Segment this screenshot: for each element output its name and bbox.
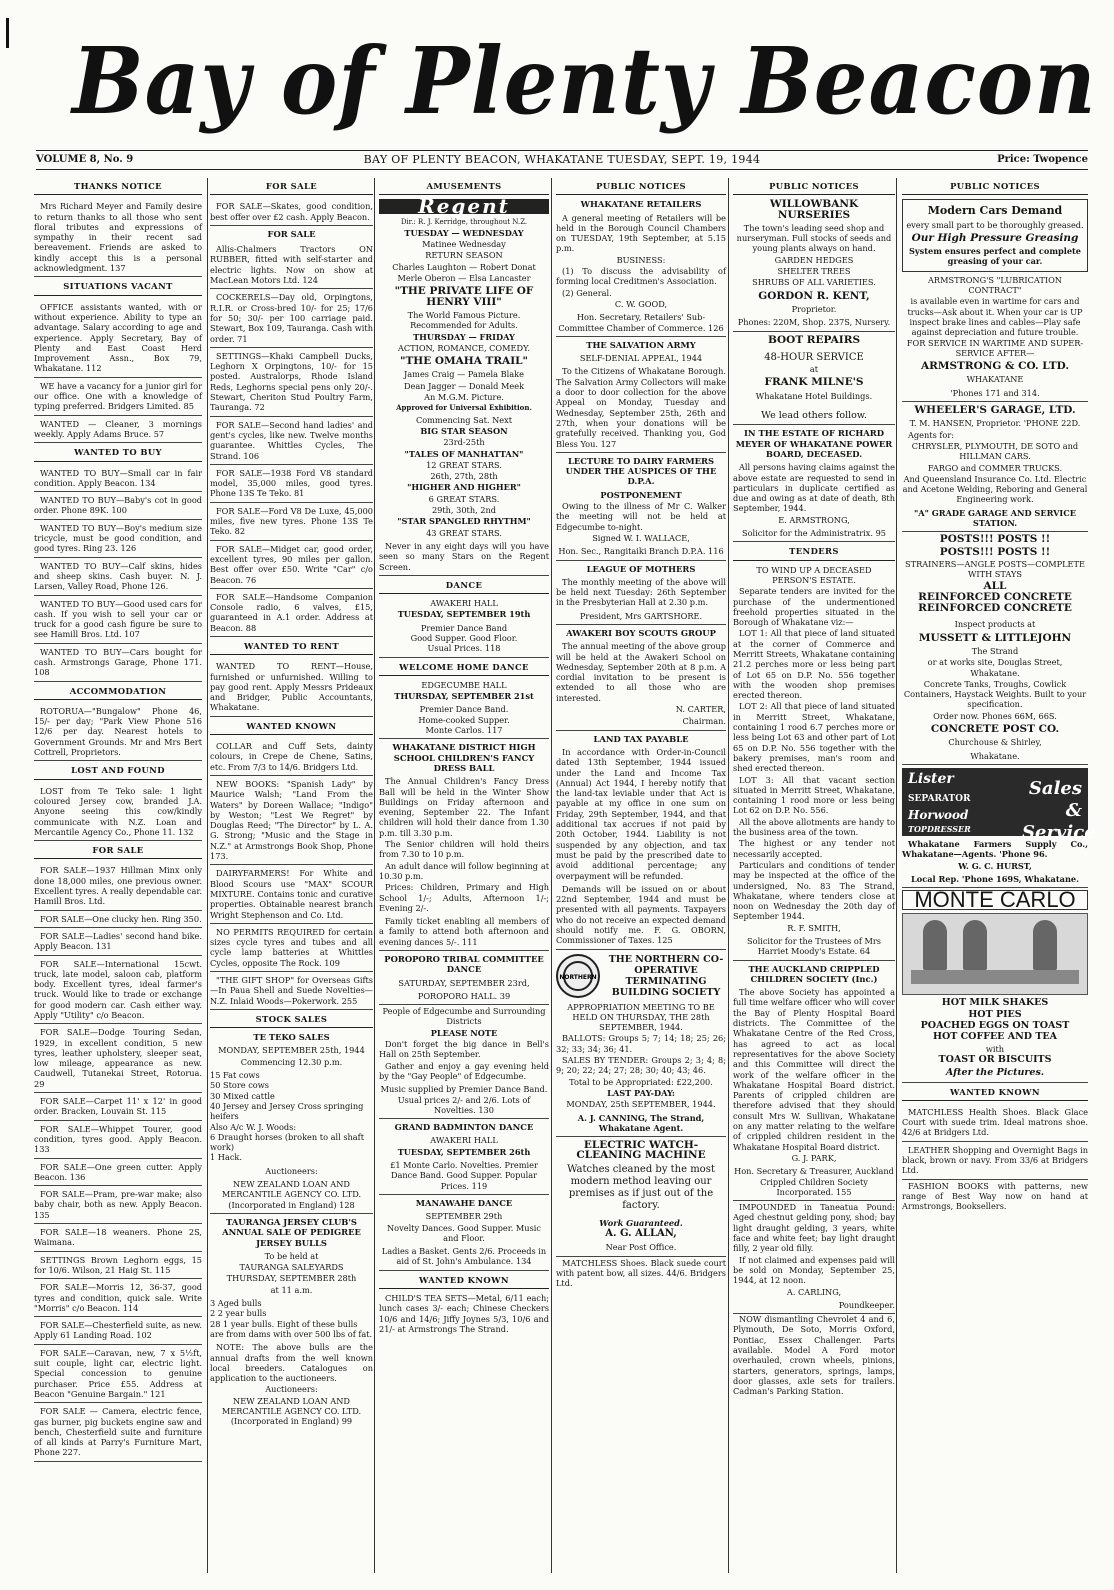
section-heading: TENDERS <box>733 543 895 560</box>
cafe-illustration <box>902 913 1088 995</box>
text-line: EDGECUMBE HALL <box>421 679 507 690</box>
column-6 <box>902 178 1096 1573</box>
subheading: TE TEKO SALES <box>253 1032 330 1043</box>
subheading: POROPORO TRIBAL COMMITTEE DANCE <box>384 954 544 975</box>
auctioneer-name: NEW ZEALAND LOAN AND MERCANTILE AGENCY CO. LTD. (Incorporated in England) 99 <box>221 1395 362 1427</box>
building-society-name: THE NORTHERN CO-OPERATIVE TERMINATING BUILDING SOCIETY <box>608 953 724 998</box>
classified-ad: WANTED TO BUY—Small car in fair condition. Apply Beacon. 134 <box>34 466 202 493</box>
subheading: MANAWAHE DANCE <box>415 1197 513 1208</box>
text-line: Approved for Universal Exhibition. <box>396 403 532 413</box>
text-line: TAURANGA SALEYARDS <box>239 1262 344 1273</box>
text-line: POSTS!!! POSTS !! <box>939 545 1051 558</box>
subheading: CONCRETE POST CO. <box>930 723 1060 736</box>
classified-ad: FOR SALE—Caravan, new, 7 x 5½ft, suit couple, light car, electric light. Special concession to genuine purchaser. Price £55. Address at Beacon "Genuine Bargain." 121 <box>34 1346 202 1403</box>
subheading: IN THE ESTATE OF RICHARD MEYER OF WHAKATANE POWER BOARD, DECEASED. <box>735 428 893 459</box>
text-line: THURSDAY, SEPTEMBER 28th <box>226 1273 357 1284</box>
sale-list: 3 Aged bulls 2 2 year bulls 28 1 year bulls. Eight of these bulls are from dams with over 500 lbs of fat. <box>210 1298 373 1339</box>
text-para: An adult dance will follow beginning at 10.30 p.m. <box>379 860 549 881</box>
text-line: 26th, 27th, 28th <box>430 471 498 482</box>
text-para: Premier Dance Band. Home-cooked Supper. Monte Carlos. 117 <box>379 702 549 739</box>
classified-ad: FOR SALE — Camera, electric fence, gas burner, pig buckets engine saw and bench, Chesterfield suite and furniture of all kinds at Parry's Furniture Mart, Phone 227. <box>34 1404 202 1461</box>
classified-ad: NO PERMITS REQUIRED for certain sizes cycle tyres and tubes and all cycle lamp batteries at Whittles Cycles, opposite The Rock. 109 <box>210 925 373 972</box>
subheading: LEAGUE OF MOTHERS <box>586 563 696 574</box>
text-line: President, Mrs GARTSHORE. <box>556 609 726 625</box>
text-line: Near Post Office. <box>556 1240 726 1256</box>
text-line: SHELTER TREES <box>777 266 851 277</box>
classified-ad: FOR SALE—Pram, pre-war make; also baby chair, both as new. Apply Beacon. 135 <box>34 1187 202 1224</box>
text-para: Whakatane Farmers Supply Co., Whakatane—Agents. 'Phone 96. <box>902 838 1088 860</box>
text-para: The highest or any tender not necessarily accepted. <box>733 838 895 859</box>
classified-ad: FOR SALE—Carpet 11' x 12' in good order. Bracken, Louvain St. 115 <box>34 1094 202 1121</box>
text-line: SELF-DENIAL APPEAL, 1944 <box>579 353 703 364</box>
text-line: CHRYSLER, PLYMOUTH, DE SOTO and HILLMAN CARS. <box>911 440 1079 462</box>
text-line: T. M. HANSEN, Proprietor. 'PHONE 22D. <box>909 418 1081 429</box>
text-para: The above Society has appointed a full time welfare officer who will cover the Bay of Plenty Hospital Board districts. The Committee of the Whakatane Centre of the Red Cross, has agreed to act as local representatives for the above Society and this Committee will direct the work of the welfare officer in the Whakatane Hospital Board district. Parents of crippled children are therefore advised that they should consult Mrs W. Sullivan, Whakatane on any matter relating to the welfare of crippled children resident in the Whakatane Hospital Board district. <box>733 987 895 1152</box>
text-para: APPROPRIATION MEETING TO BE HELD ON THURSDAY, THE 28th SEPTEMBER, 1944. <box>567 1001 715 1033</box>
text-line: Local Rep. 'Phone 169S, Whakatane. <box>902 872 1088 888</box>
text-line: REINFORCED CONCRETE <box>918 590 1072 603</box>
text-line: TUESDAY, SEPTEMBER 19th <box>397 609 531 620</box>
classified-ad: WANTED TO RENT—House, furnished or unfurnished. Willing to pay good rent. Apply Messrs Prideaux and Bridger, Public Accountants, Whakatane. <box>210 659 373 716</box>
subheading: TAURANGA JERSEY CLUB'S ANNUAL SALE OF PEDIGREE JERSEY BULLS <box>222 1216 361 1248</box>
classified-ad: COCKERELS—Day old, Orpingtons, R.I.R. or Cross-bred 10/- for 25; 17/6 for 50; 30/- per 100 carriage paid. Stewart, Box 109, Tauranga. Cash with order. 71 <box>210 290 373 347</box>
classified-ad: MATCHLESS Health Shoes. Black Glace Court with suede trim. Ideal matrons shoe. 42/6 at Bridgers Ltd. <box>902 1105 1088 1142</box>
text-line: SATURDAY, SEPTEMBER 23rd, <box>398 977 530 988</box>
section-heading: THANKS NOTICE <box>34 178 202 195</box>
dateline-center: BAY OF PLENTY BEACON, WHAKATANE TUESDAY, SEPT. 19, 1944 <box>363 153 761 166</box>
text-line: POROPORO HALL. 39 <box>379 989 549 1005</box>
subheading: LECTURE TO DAIRY FARMERS UNDER THE AUSPICES OF THE D.P.A. <box>565 455 717 487</box>
text-para: Never in any eight days will you have seen so many Stars on the Regent Screen. <box>379 539 549 576</box>
text-line: BUSINESS: <box>616 254 666 265</box>
classified-ad: FOR SALE—1938 Ford V8 standard model, 35,000 miles, good tyres. Phone 13S Te Teko. 81 <box>210 466 373 503</box>
subheading: FOR SALE <box>267 228 316 239</box>
section-heading: STOCK SALES <box>210 1011 373 1028</box>
section-heading: WANTED KNOWN <box>902 1084 1088 1101</box>
text-line: Matinee Wednesday <box>422 239 506 250</box>
column-3 <box>379 178 549 1573</box>
classified-ad: ROTORUA—"Bungalow" Phone 46, 15/- per day; "Park View Phone 516 12/6 per day. Nearest hotels to Government Grounds. Mr and Mrs Bert Cottrell, Proprietors. <box>34 704 202 761</box>
classified-ad: SETTINGS Brown Leghorn eggs, 15 for 10/6. Wilson, 21 Haig St. 115 <box>34 1253 202 1280</box>
classified-ad: FOR SALE—Morris 12, 36-37, good tyres and condition, quick sale. Write "Morris" c/o Beacon. 114 <box>34 1280 202 1317</box>
text-line: SEPARATOR <box>908 793 971 804</box>
text-line: Solicitor for the Administratrix. 95 <box>733 526 895 542</box>
text-para: Family ticket enabling all members of a family to attend both afternoon and evening dances 5/-. 111 <box>379 914 549 951</box>
subheading: WILLOWBANK NURSERIES <box>769 198 859 221</box>
text-line: every small part to be thoroughly greased. <box>906 219 1084 230</box>
text-line: Dir.: R. J. Kerridge, throughout N.Z. <box>400 217 528 226</box>
text-line: Hon. Secretary, Retailers' Sub-Committee Chamber of Commerce. 126 <box>556 310 726 337</box>
text-line: Proprietor. <box>791 303 837 314</box>
subheading: FRANK MILNE'S <box>764 376 864 389</box>
price: Price: Twopence <box>997 154 1088 165</box>
text-line: AWAKERI HALL <box>430 598 498 609</box>
film-title: "HIGHER AND HIGHER" <box>407 482 521 493</box>
text-line: After the Pictures. <box>902 1066 1088 1082</box>
note: NOTE: The above bulls are the annual drafts from the well known local breeders. Catalogues on application to the auctioneers. <box>210 1342 373 1384</box>
classified-ad: FOR SALE—1937 Hillman Minx only done 18,000 miles, one previous owner. Excellent tyres. A really dependable car. Hamill Bros. Ltd. <box>34 863 202 910</box>
section-heading: WANTED KNOWN <box>379 1272 549 1289</box>
northern-logo-text: NORTHERN <box>559 973 597 981</box>
section-heading: WANTED KNOWN <box>210 718 373 735</box>
text-line: System ensures perfect and complete greasing of your car. <box>908 246 1082 267</box>
text-line: at <box>809 364 819 375</box>
subheading: LAND TAX PAYABLE <box>593 733 689 744</box>
text-para: Premier Dance Band Good Supper. Good Floor. Usual Prices. 118 <box>379 621 549 658</box>
classified-ad: FOR SALE—Whippet Tourer, good condition, tyres good. Apply Beacon. 133 <box>34 1122 202 1159</box>
classified-ad: CHILD'S TEA SETS—Metal, 6/11 each; lunch cases 3/- each; Chinese Checkers 10/6 and 14/6; Jiffy Joynes 5/3, 10/6 and 21/- at Armstrongs The Strand. <box>379 1293 549 1334</box>
column-2 <box>210 178 373 1573</box>
classified-ad: FOR SALE—Ladies' second hand bike. Apply Beacon. 131 <box>34 929 202 956</box>
classified-ad: FOR SALE—International 15cwt. truck, late model, saloon cab, platform body. Excellent tyres, ideal farmer's truck. Would like to trade or exchange for good modern car. Cash either way. Apply "Utility" c/o Beacon. <box>34 957 202 1025</box>
text-line: C. W. GOOD, <box>614 298 668 309</box>
figure-illustration <box>923 920 947 970</box>
film-title: "TALES OF MANHATTAN" <box>404 448 524 459</box>
lister-ad-graphic <box>902 768 1096 843</box>
text-line: HOT PIES <box>968 1008 1022 1020</box>
text-line: Order now. Phones 66M, 66S. <box>933 710 1057 721</box>
subheading: WHAKATANE RETAILERS <box>580 199 702 210</box>
text-line: James Craig — Pamela Blake <box>404 369 524 380</box>
text-para: Concrete Tanks, Troughs, Cowlick Containers, Haystack Weights. Built to your specification. <box>903 678 1087 710</box>
text-line: AWAKERI HALL <box>430 1135 498 1146</box>
masthead-title: Bay of Plenty Beacon <box>72 27 1097 135</box>
text-line: Whakatane. <box>902 749 1088 765</box>
text-line: Our High Pressure Greasing <box>911 231 1079 244</box>
dateline <box>36 150 1088 170</box>
text-line: THURSDAY, SEPTEMBER 21st <box>394 691 534 702</box>
classified-ad: WANTED TO BUY—Good used cars for cash. If you wish to sell your car or truck for a good cash figure be sure to see Hamill Bros. Ltd. 107 <box>34 597 202 644</box>
text-line: E. ARMSTRONG, <box>778 514 850 525</box>
text-line: with <box>985 1043 1005 1054</box>
subheading: BOOT REPAIRS <box>767 333 861 346</box>
film-title: "THE PRIVATE LIFE OF HENRY VIII" <box>394 285 534 308</box>
text-line: RETURN SEASON <box>425 250 503 261</box>
classified-ad: WE have a vacancy for a junior girl for our office. One with a knowledge of typing preferred. Bridgers Limited. 85 <box>34 379 202 416</box>
text-para: In accordance with Order-in-Council dated 13th September, 1944 issued under the Land and Income Tax (Annual) Act 1944, I hereby notify that the land-tax leviable under that Act is payable at my office in one sum on Friday, 29th September, 1944, and that additional tax accrues if not paid by 20th October, 1944. Liability is not suspended by any objection, and tax must be paid by the prescribed date to avoid additional percentage; any overpayment will be refunded. <box>556 746 726 881</box>
classified-ad: NOW dismantling Chevrolet 4 and 6, Plymouth, De Soto, Morris Oxford, Pontiac, Essex Challenger. Parts available. Model A Ford motor overhauled, crown wheels, pinions, starters, generators, springs, lamps, door glasses, axle sets for trailers. Cadman's Parking Station. <box>733 1314 895 1397</box>
armstrong-ad <box>902 199 1088 271</box>
text-line: Phones: 220M, Shop. 237S, Nursery. <box>733 315 895 331</box>
text-line: The Strand <box>971 645 1019 656</box>
text-para: £1 Monte Carlo. Novelties. Premier Dance Band. Good Supper. Popular Prices. 119 <box>379 1158 549 1195</box>
text-line: REINFORCED CONCRETE <box>918 602 1072 615</box>
masthead <box>30 22 1097 140</box>
text-line: An M.G.M. Picture. <box>424 392 504 403</box>
subheading: WHAKATANE DISTRICT HIGH SCHOOL CHILDREN'S FANCY DRESS BALL <box>392 742 536 773</box>
text-line: ARMSTRONG & CO. LTD. <box>920 360 1070 373</box>
section-heading: FOR SALE <box>210 178 373 195</box>
column-5 <box>733 178 895 1573</box>
building-society-logo <box>556 954 726 998</box>
text-line: MUSSETT & LITTLEJOHN <box>918 631 1072 644</box>
text-line: Work Guaranteed. <box>599 1217 683 1228</box>
text-line: Chairman. <box>556 714 726 730</box>
classified-ad: FOR SALE—One clucky hen. Ring 350. <box>34 912 202 928</box>
text-para: The Annual Children's Fancy Dress Ball will be held in the Winter Show Buildings on Friday afternoon and evening, September 22. The Infant children will hold their dance from 1.30 p.m. till 3.30 p.m. <box>379 776 549 838</box>
subheading: GORDON R. KENT, <box>758 289 870 302</box>
text-line: To be held at <box>264 1250 319 1261</box>
classified-ad: FOR SALE—Chesterfield suite, as new. Apply 61 Landing Road. 102 <box>34 1318 202 1345</box>
text-line: TUESDAY, SEPTEMBER 26th <box>397 1146 531 1157</box>
classified-ad: WANTED TO BUY—Cars bought for cash. Armstrongs Garage, Phone 171. 108 <box>34 645 202 682</box>
text-line: BIG STAR SEASON <box>420 425 508 436</box>
text-line: Inspect products at <box>954 619 1036 630</box>
text-line: A. CARLING, <box>786 1286 842 1297</box>
classified-ad: WANTED — Cleaner, 3 mornings weekly. Apply Adams Bruce. 57 <box>34 417 202 444</box>
text-para: Don't forget the big dance in Bell's Hall on 25th September. <box>379 1039 549 1060</box>
monte-carlo-title: MONTE CARLO <box>902 890 1088 910</box>
text-para: And Queensland Insurance Co. Ltd. Electric and Acetone Welding, Reboring and General Engineering work. <box>902 473 1088 505</box>
text-para: The annual meeting of the above group will be held at the Awakeri School on Wednesday, September 20th at 8 p.m. A cordial invitation to be present is extended to all those who are interested. <box>556 641 726 703</box>
section-heading: ACCOMMODATION <box>34 683 202 700</box>
subheading: GRAND BADMINTON DANCE <box>394 1122 534 1133</box>
text-line: POACHED EGGS ON TOAST <box>920 1020 1070 1032</box>
section-heading: WANTED TO BUY <box>34 444 202 461</box>
section-heading: WELCOME HOME DANCE <box>379 659 549 676</box>
text-line: THURSDAY — FRIDAY <box>413 331 515 342</box>
text-line: TOPDRESSER <box>908 823 971 834</box>
text-para: LOT 3: All that vacant section situated in Merritt Street, Whakatane, containing 1 rood more or less being Lot 62 on D.P. No. 556. <box>733 774 895 816</box>
text-para: If not claimed and expenses paid will be sold on Monday, September 25, 1944, at 12 noon. <box>733 1254 895 1286</box>
text-para: Separate tenders are invited for the purchase of the undermentioned freehold properties situated in the Borough of Whakatane viz:— <box>733 586 895 628</box>
text-para: Prices: Children, Primary and High School 1/-; Adults, Afternoon 1/-; Evening 2/-. <box>379 882 549 913</box>
classified-ad: FOR SALE—Dodge Touring Sedan, 1929, in excellent condition, 5 new tyres, leather upholstery, sleeper seat, low mileage, appearance as new. Caudwell, Tutanekai Street, Rotorua. 29 <box>34 1025 202 1093</box>
classified-ad: FOR SALE—One green cutter. Apply Beacon. 136 <box>34 1160 202 1187</box>
text-para: LOT 2: All that piece of land situated in Merritt Street, Whakatane, containing 1 rood 6.7 perches more or less being Lot 63 and other part of Lot 65 on D.P. No. 556 together with the bakery premises, man's room and shed erected thereon. <box>733 701 895 774</box>
column-1 <box>34 178 202 1573</box>
lister-logo: Lister <box>908 770 954 787</box>
classified-ad: FOR SALE—Skates, good condition, best offer over £2 cash. Apply Beacon. <box>210 199 373 226</box>
section-heading: FOR SALE <box>34 842 202 859</box>
text-line: 'Phones 171 and 314. <box>902 386 1088 402</box>
classified-ad: FOR SALE—Ford V8 De Luxe, 45,000 miles, five new tyres. Phone 13S Te Teko. 82 <box>210 504 373 541</box>
sale-time: Commencing 12.30 p.m. <box>240 1056 343 1067</box>
text-line: ARMSTRONG'S "LUBRICATION CONTRACT" <box>928 274 1062 296</box>
text-para: Particulars and conditions of tender may be inspected at the office of the undersigned, No. 83 The Strand, Whakatane, where tenders close at noon on Wednesday the 20th day of September 1944. <box>733 859 895 922</box>
auctioneers-label: Auctioneers: <box>265 1384 318 1395</box>
sale-list: 15 Fat cows 50 Store cows 30 Mixed cattle 40 Jersey and Jersey Cross springing heifers Also A/c W. J. Woods: 6 Draught horses (broken to all shaft work) 1 Hack. <box>210 1070 364 1163</box>
classified-ad: Allis-Chalmers Tractors ON RUBBER, fitted with self-starter and electric lights. Now on show at MacLean Motors Ltd. 124 <box>210 242 373 289</box>
text-line: Churchouse & Shirley, <box>948 737 1042 748</box>
classified-ad: LOST from Te Teko sale: 1 light coloured Jersey cow, branded J.A. Anyone seeing this cow/kindly communicate with N.Z. Loan and Mercantile Agency Co., Phone 11. 132 <box>34 784 202 841</box>
text-para: To the Citizens of Whakatane Borough. The Salvation Army Collectors will make a door to door collection for the above Appeal on Monday, Tuesday and Wednesday, September 25th, 26th and 27th, when your donations will be gratefully received. Thanking you, God Bless You. 127 <box>556 364 726 452</box>
text-para: Music supplied by Premier Dance Band. Usual prices 2/- and 2/6. Lots of Novelties. 130 <box>379 1082 549 1119</box>
text-para: Novelty Dances. Good Supper. Music and Floor. <box>387 1222 541 1243</box>
text-line: HOT MILK SHAKES <box>941 997 1049 1009</box>
text-para: BALLOTS: Groups 5; 7; 14; 18; 25; 26; 32; 33; 34; 36; 41. <box>556 1033 726 1054</box>
text-para: Owing to the illness of Mr C. Walker the meeting will not be held at Edgecumbe to-night. <box>556 501 726 532</box>
thanks-notice: Mrs Richard Meyer and Family desire to return thanks to all those who sent floral tributes and expressions of sympathy in their recent sad bereavement. Friends are asked to kindly accept this is a personal acknowledgment. 137 <box>34 199 202 277</box>
text-line: N. CARTER, <box>675 704 726 715</box>
text-line: MONDAY, 25th SEPTEMBER, 1944. <box>566 1099 716 1110</box>
horwood-logo: Horwood <box>908 807 969 822</box>
text-line: 43 GREAT STARS. <box>426 527 502 538</box>
text-para: A general meeting of Retailers will be held in the Borough Council Chambers on TUESDAY, 19th September, at 5.15 p.m. <box>556 212 726 254</box>
text-line: or at works site, Douglas Street, Whakatane. <box>927 657 1063 678</box>
section-heading: PUBLIC NOTICES <box>902 178 1088 195</box>
text-line: SEPTEMBER 29th <box>425 1211 503 1222</box>
classified-ad: LEATHER Shopping and Overnight Bags in black, brown or navy. From 33/6 at Bridgers Ltd. <box>902 1143 1088 1180</box>
text-line: W. G. C. HURST, <box>958 860 1032 871</box>
text-line: TUESDAY — WEDNESDAY <box>404 227 524 238</box>
text-line: SHRUBS OF ALL VARIETIES. <box>752 277 876 288</box>
text-line: Dean Jagger — Donald Meek <box>403 380 525 391</box>
section-heading: WANTED TO RENT <box>210 638 373 655</box>
sale-date: MONDAY, SEPTEMBER 25th, 1944 <box>218 1045 365 1056</box>
text-line: HOT COFFEE AND TEA <box>932 1031 1058 1043</box>
text-line: WHAKATANE <box>966 374 1024 385</box>
classified-ad: SETTINGS—Khaki Campbell Ducks, Leghorn X Orpingtons, 10/- for 15 posted. Australorps, Rhode Island Reds, Leghorns special pens only 20/-. Stewart, Cheriton Stud Poultry Farm, Tauranga. 72 <box>210 349 373 417</box>
text-line: Poundkeeper. <box>733 1298 895 1314</box>
text-line: POSTPONEMENT <box>600 489 682 500</box>
text-line: 12 GREAT STARS. <box>426 459 502 470</box>
text-line: Merle Oberon — Elsa Lancaster <box>397 273 531 284</box>
text-para: The Senior children will hold theirs from 7.30 to 10 p.m. <box>379 839 549 860</box>
text-line: 48-HOUR SERVICE <box>764 351 864 363</box>
classified-ad: "THE GIFT SHOP" for Overseas Gifts—In Paua Shell and Suede Novelties—N.Z. Inlaid Woods—Pokerwork. 255 <box>210 973 373 1010</box>
column-4 <box>556 178 726 1573</box>
text-line: ALL <box>983 579 1007 592</box>
text-line: Hon. Sec., Rangitaiki Branch D.P.A. 116 <box>556 544 726 560</box>
text-para: (2) General. <box>562 287 612 298</box>
text-line: Total to be Appropriated: £22,200. <box>569 1076 713 1087</box>
text-line: Hon. Secretary & Treasurer, Auckland Crippled Children Society Incorporated. 155 <box>733 1164 895 1201</box>
text-para: SALES BY TENDER: Groups 2; 3; 4; 8; 9; 20; 22; 24; 27; 28; 30; 40; 43; 46. <box>556 1055 726 1076</box>
film-title: "STAR SPANGLED RHYTHM" <box>397 516 531 527</box>
subheading: WHEELER'S GARAGE, LTD. <box>914 404 1076 417</box>
text-line: People of Edgecumbe and Surrounding Districts <box>382 1006 546 1027</box>
text-para: The monthly meeting of the above will be held next Tuesday: 26th September in the Presbyterian Hall at 2.30 p.m. <box>556 576 726 608</box>
classified-ad: FOR SALE—Midget car, good order, excellent tyres, 90 miles per gallon. Best offer over £50. Write "Car" c/o Beacon. 76 <box>210 542 373 589</box>
auctioneers-label: Auctioneers: <box>265 1165 318 1176</box>
text-para: Ladies a Basket. Gents 2/6. Proceeds in aid of St. John's Ambulance. 134 <box>379 1244 549 1271</box>
text-line: R. F. SMITH, <box>787 922 841 933</box>
classified-ad: IMPOUNDED in Taneatua Pound: Aged chestnut gelding pony, shod; bay light draught gelding, 3 years, white face and white feet; bay light draught filly, 2 year old filly. <box>733 1202 895 1254</box>
text-line: A. J. CANNING, The Strand, Whakatane Agent. <box>556 1111 726 1138</box>
text-para: LOT 1: All that piece of land situated at the corner of Commerce and Merritt Streets, Whakatane containing 21.2 perches more or less being part of Lot 65 on D.P. No. 556 together with the wooden shop premises erected thereon. <box>733 628 895 701</box>
classified-ad: OFFICE assistants wanted, with or without experience. Ability to type an advantage. Salary according to age and experience. Apply Secretary, Bay of Plenty and East Coast Herd Improvement Assn., Box 79, Whakatane. 112 <box>34 300 202 378</box>
classified-ad: WANTED TO BUY—Calf skins, hides and sheep skins. Cash buyer. N. J. Larsen, Valley Road, Phone 126. <box>34 559 202 596</box>
text-line: A. G. ALLAN, <box>605 1228 677 1240</box>
subheading: THE AUCKLAND CRIPPLED CHILDREN SOCIETY (Inc.) <box>748 963 880 984</box>
section-heading: DANCE <box>379 577 549 594</box>
text-line: 29th, 30th, 2nd <box>431 505 497 516</box>
auctioneer-name: NEW ZEALAND LOAN AND MERCANTILE AGENCY CO. LTD. (Incorporated in England) 128 <box>210 1177 373 1214</box>
classified-ad: NEW BOOKS: "Spanish Lady" by Maurice Walsh; "Land From the Waters" by Doreen Wallace; "Indigo" by Weston; "Lest We Regret" by Douglas Reed; "The Director" by L. A. G. Strong; "Music and the Stage in N.Z." at Armstrongs Book Shop, Phone 173. <box>210 777 373 865</box>
text-para: is available even in wartime for cars and trucks—Ask about it. When your car is UP inspect brake lines and cables—Play safe against depreciation and future trouble. FOR SERVICE IN WARTIME AND SUPER-SERVICE AFTER— <box>906 296 1084 358</box>
section-heading: AMUSEMENTS <box>379 178 549 195</box>
classified-ad: DAIRYFARMERS! For White and Blood Scours use "MAX" SCOUR MIXTURE. Contains tonic and curative properties. Obtainable nearest branch Wright Stephenson and Co. Ltd. <box>210 866 373 923</box>
northern-logo-icon <box>556 954 600 998</box>
section-heading: LOST AND FOUND <box>34 762 202 779</box>
text-line: G. J. PARK, <box>791 1152 837 1163</box>
text-para: Demands will be issued on or about 22nd September, 1944 and must be presented with all payments. Taxpayers who do not receive an expected demand should notify me. F. G. OBORN, Commissioner of Taxes. 125 <box>556 882 726 950</box>
subheading: THE SALVATION ARMY <box>586 339 696 350</box>
text-line: POSTS!!! POSTS !! <box>939 533 1051 546</box>
classified-ad: WANTED TO BUY—Baby's cot in good order. Phone 89K. 100 <box>34 493 202 520</box>
counter-illustration <box>911 970 1079 984</box>
text-line: at 11 a.m. <box>270 1284 313 1295</box>
classified-ad: FASHION BOOKS with patterns, new range of Best Way now on hand at Armstrongs, Booksellers. <box>902 1180 1088 1212</box>
text-line: Solicitor for the Trustees of Mrs Harriet Moody's Estate. 64 <box>733 934 895 961</box>
volume-number: VOLUME 8, No. 9 <box>36 154 134 165</box>
text-line: ACTION, ROMANCE, COMEDY. <box>397 342 531 353</box>
regent-logo: Regent <box>379 199 549 213</box>
text-line: 6 GREAT STARS. <box>428 493 500 504</box>
classified-ad: MATCHLESS Shoes. Black suede court with patent bow, all sizes. 44/6. Bridgers Ltd. <box>556 1257 726 1289</box>
classified-ad: FOR SALE—Second hand ladies' and gent's cycles, like new. Twelve months guarantee. Whittles Cycles, The Strand. 106 <box>210 418 373 465</box>
text-line: "A" GRADE GARAGE AND SERVICE STATION. <box>902 506 1088 533</box>
figure-illustration <box>963 920 987 970</box>
section-heading: SITUATIONS VACANT <box>34 278 202 295</box>
text-line: TOAST OR BISCUITS <box>938 1053 1052 1065</box>
text-line: GARDEN HEDGES <box>774 254 854 265</box>
film-title: "THE OMAHA TRAIL" <box>400 355 528 368</box>
subheading: AWAKERI BOY SCOUTS GROUP <box>566 627 716 638</box>
classified-ad: FOR SALE—18 weaners. Phone 2S, Waimana. <box>34 1225 202 1252</box>
text-line: Charles Laughton — Robert Donat <box>392 261 536 272</box>
text-para: All persons having claims against the above estate are requested to send in particulars in duplicate certified as due and owing as at date of death, 8th September, 1944. <box>733 462 895 514</box>
text-line: PLEASE NOTE <box>430 1027 498 1038</box>
text-line: Signed W. I. WALLACE, <box>592 532 690 543</box>
subheading: ELECTRIC WATCH-CLEANING MACHINE <box>576 1139 706 1162</box>
text-line: STRAINERS—ANGLE POSTS—COMPLETE WITH STAYS <box>905 558 1085 580</box>
text-line: Commencing Sat. Next <box>415 414 513 425</box>
text-para: The town's leading seed shop and nurseryman. Full stocks of seeds and young plants always on hand. <box>736 222 892 254</box>
text-line: We lead others follow. <box>733 409 895 425</box>
classified-ad: WANTED TO BUY—Boy's medium size tricycle, must be good condition, and good tyres. Ring 23. 126 <box>34 521 202 558</box>
text-line: FARGO and COMMER TRUCKS. <box>927 462 1063 473</box>
margin-mark <box>6 18 9 48</box>
section-heading: PUBLIC NOTICES <box>733 178 895 195</box>
text-line: 23rd-25th <box>443 437 485 448</box>
text-line: The World Famous Picture. Recommended for Adults. <box>407 309 521 331</box>
text-line: Agents for: <box>908 429 954 440</box>
text-para: All the above allotments are handy to the business area of the town. <box>733 816 895 838</box>
text-line: Modern Cars Demand <box>927 204 1063 218</box>
text-para: Gather and enjoy a gay evening held by the "Gay People" of Edgecumbe. <box>379 1060 549 1081</box>
figure-illustration <box>1033 920 1057 970</box>
classified-ad: FOR SALE—Handsome Companion Console radio, 6 valves, £15, guaranteed in A.1 order. Address at Beacon. 88 <box>210 590 373 637</box>
text-para: (1) To discuss the advisability of forming local Creditmen's Association. <box>556 266 726 287</box>
columns <box>34 178 1096 1573</box>
sales-service-text: Sales & Service <box>1022 777 1096 843</box>
section-heading: PUBLIC NOTICES <box>556 178 726 195</box>
subheading: TO WIND UP A DECEASED PERSON'S ESTATE. <box>756 564 872 585</box>
text-line: Whakatane Hotel Buildings. <box>755 390 873 401</box>
text-para: Watches cleaned by the most modern method leaving our premises as if just out of the factory. <box>567 1163 715 1211</box>
classified-ad: COLLAR and Cuff Sets, dainty colours, in Crepe de Chene, Satins, etc. From 7/3 to 14/6. Bridgers Ltd. <box>210 739 373 776</box>
text-line: LAST PAY-DAY: <box>607 1087 675 1098</box>
